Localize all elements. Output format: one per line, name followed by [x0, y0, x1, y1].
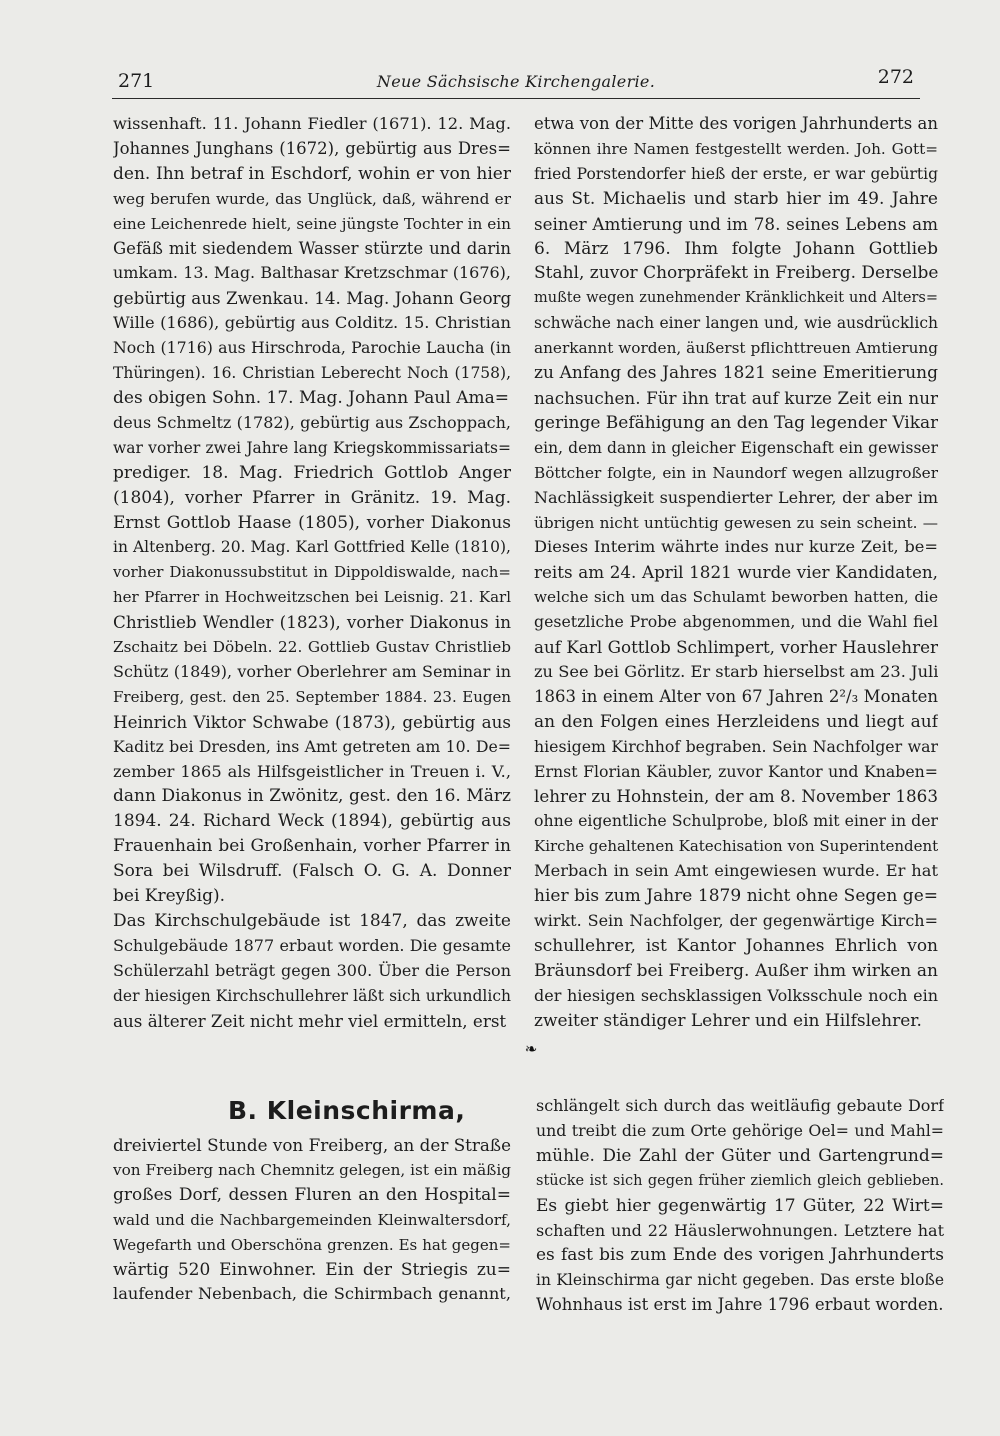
text-line: an den Folgen eines Herzleidens und liegt auf	[534, 711, 938, 732]
text-line: Schütz (1849), vorher Oberlehrer am Seminar in	[113, 661, 511, 681]
text-line: nachsuchen. Für ihn trat auf kurze Zeit ein nur	[534, 387, 938, 408]
text-line: Heinrich Viktor Schwabe (1873), gebürtig aus	[113, 711, 511, 732]
text-line: ein, dem dann in gleicher Eigenschaft ein gewisser	[534, 438, 938, 457]
text-line: deus Schmeltz (1782), gebürtig aus Zschoppach,	[113, 412, 511, 432]
text-line: wald und die Nachbargemeinden Kleinwaltersdorf,	[113, 1210, 511, 1229]
text-line: Kirche gehaltenen Katechisation von Superintendent	[534, 837, 938, 856]
text-line: Schülerzahl beträgt gegen 300. Über die Person	[113, 960, 511, 980]
text-line: lehrer zu Hohnstein, der am 8. November 1863	[534, 786, 938, 807]
text-line: prediger. 18. Mag. Friedrich Gottlob Anger	[113, 462, 511, 483]
text-line: Noch (1716) aus Hirschroda, Parochie Laucha (in	[113, 338, 511, 358]
text-line: gebürtig aus Zwenkau. 14. Mag. Johann Georg	[113, 288, 511, 309]
text-line: Johannes Junghans (1672), gebürtig aus Dres=	[113, 138, 511, 158]
text-line: schwäche nach einer langen und, wie ausdrücklich	[534, 314, 938, 333]
text-line: reits am 24. April 1821 wurde vier Kandidaten,	[534, 562, 938, 583]
text-line: gesetzliche Probe abgenommen, und die Wahl fiel	[534, 612, 938, 632]
text-line: der hiesigen Kirchschullehrer läßt sich urkundlich	[113, 986, 511, 1005]
text-line: es fast bis zum Ende des vorigen Jahrhunderts	[536, 1245, 944, 1266]
text-line: aus älterer Zeit nicht mehr viel ermitteln, erst	[113, 1010, 507, 1031]
text-line: ohne eigentliche Schulprobe, bloß mit einer in der	[534, 811, 938, 831]
text-column-upper-left	[113, 112, 511, 1034]
text-line: schaften und 22 Häuslerwohnungen. Letztere hat	[536, 1220, 944, 1240]
text-line: seiner Amtierung und im 78. seines Lebens am	[534, 213, 938, 234]
text-line: (1804), vorher Pfarrer in Gränitz. 19. Mag.	[113, 487, 511, 508]
section-ornament: ❧	[524, 1040, 538, 1058]
text-line: her Pfarrer in Hochweitzschen bei Leisnig. 21. Karl	[113, 588, 511, 607]
text-line: bei Kreyßig).	[113, 886, 225, 907]
text-line: Es giebt hier gegenwärtig 17 Güter, 22 Wirt=	[536, 1195, 944, 1216]
text-line: und treibt die zum Orte gehörige Oel= und Mahl=	[536, 1120, 944, 1140]
text-line: großes Dorf, dessen Fluren an den Hospital=	[113, 1184, 511, 1205]
text-line: auf Karl Gottlob Schlimpert, vorher Hauslehrer	[534, 637, 938, 658]
text-line: Freiberg, gest. den 25. September 1884. 23. Eugen	[113, 687, 511, 706]
text-line: Thüringen). 16. Christian Leberecht Noch (1758),	[113, 364, 511, 383]
text-line: Wille (1686), gebürtig aus Colditz. 15. Christian	[113, 313, 511, 333]
header-rule	[112, 98, 920, 99]
text-line: den. Ihn betraf in Eschdorf, wohin er von hier	[113, 163, 511, 184]
text-line: zember 1865 als Hilfsgeistlicher in Treuen i. V.,	[113, 761, 511, 781]
text-line: von Freiberg nach Chemnitz gelegen, ist ein mäßig	[113, 1160, 511, 1179]
text-line: weg berufen wurde, das Unglück, daß, während er	[113, 189, 511, 208]
text-line: 1894. 24. Richard Weck (1894), gebürtig aus	[113, 811, 511, 832]
page-number-right: 272	[877, 66, 914, 88]
text-line: Schulgebäude 1877 erbaut worden. Die gesamte	[113, 935, 511, 955]
text-line: vorher Diakonussubstitut in Dippoldiswalde, nach=	[113, 563, 511, 582]
text-line: in Altenberg. 20. Mag. Karl Gottfried Kelle (1810),	[113, 538, 511, 557]
text-line: Sora bei Wilsdruff. (Falsch O. G. A. Donner	[113, 861, 511, 882]
text-line: Christlieb Wendler (1823), vorher Diakonus in	[113, 612, 511, 633]
text-line: Kaditz bei Dresden, ins Amt getreten am 10. De=	[113, 736, 511, 756]
text-line: Frauenhain bei Großenhain, vorher Pfarrer in	[113, 836, 511, 857]
text-line: Das Kirchschulgebäude ist 1847, das zweite	[113, 911, 511, 931]
text-line: hiesigem Kirchhof begraben. Sein Nachfolger war	[534, 736, 938, 756]
text-line: mußte wegen zunehmender Kränklichkeit und Alters=	[534, 290, 938, 307]
text-line: Dieses Interim währte indes nur kurze Zeit, be=	[534, 537, 938, 557]
text-line: Merbach in sein Amt eingewiesen wurde. Er hat	[534, 861, 938, 881]
text-line: aus St. Michaelis und starb hier im 49. Jahre	[534, 188, 938, 209]
text-line: hier bis zum Jahre 1879 nicht ohne Segen ge=	[534, 886, 938, 907]
page-header	[118, 66, 914, 96]
text-line: zweiter ständiger Lehrer und ein Hilfslehrer.	[534, 1010, 922, 1031]
text-line: welche sich um das Schulamt beworben hatten, die	[534, 588, 938, 607]
text-column-lower-right	[536, 1094, 944, 1318]
running-title: Neue Sächsische Kirchengalerie.	[376, 72, 656, 91]
text-line: 1863 in einem Alter von 67 Jahren 2²/₃ Monaten	[534, 686, 938, 706]
text-line: wissenhaft. 11. Johann Fiedler (1671). 12. Mag.	[113, 114, 511, 133]
text-line: dann Diakonus in Zwönitz, gest. den 16. März	[113, 786, 511, 807]
text-line: wirkt. Sein Nachfolger, der gegenwärtige Kirch=	[534, 911, 938, 930]
text-line: Böttcher folgte, ein in Naundorf wegen allzugroßer	[534, 463, 938, 482]
text-line: Stahl, zuvor Chorpräfekt in Freiberg. Derselbe	[534, 263, 938, 284]
text-line: der hiesigen sechsklassigen Volksschule noch ein	[534, 985, 938, 1005]
text-line: war vorher zwei Jahre lang Kriegskommissariats=	[113, 438, 511, 457]
text-line: anerkannt worden, äußerst pflichttreuen Amtierung	[534, 339, 938, 358]
text-line: dreiviertel Stunde von Freiberg, an der Straße	[113, 1135, 511, 1155]
text-line: schlängelt sich durch das weitläufig gebaute Dorf	[536, 1096, 944, 1115]
text-line: schullehrer, ist Kantor Johannes Ehrlich von	[534, 935, 938, 956]
text-line: etwa von der Mitte des vorigen Jahrhunderts an	[534, 114, 938, 133]
text-line: Wegefarth und Oberschöna grenzen. Es hat gegen=	[113, 1235, 511, 1254]
section-heading: B. Kleinschirma,	[228, 1096, 466, 1125]
text-line: mühle. Die Zahl der Güter und Gartengrund=	[536, 1145, 944, 1166]
text-line: laufender Nebenbach, die Schirmbach genannt,	[113, 1284, 511, 1304]
text-line: zu See bei Görlitz. Er starb hierselbst am 23. Juli	[534, 661, 938, 681]
text-line: fried Porstendorfer hieß der erste, er war gebürtig	[534, 164, 938, 183]
text-line: Wohnhaus ist erst im Jahre 1796 erbaut worden.	[536, 1295, 944, 1315]
text-line: eine Leichenrede hielt, seine jüngste Tochter in ein	[113, 214, 511, 233]
text-line: geringe Befähigung an den Tag legender Vikar	[534, 412, 938, 433]
text-line: in Kleinschirma gar nicht gegeben. Das erste bloße	[536, 1271, 944, 1290]
text-line: zu Anfang des Jahres 1821 seine Emeritierung	[534, 363, 938, 384]
text-column-lower-left	[113, 1133, 511, 1307]
page-number-left: 271	[118, 70, 155, 92]
text-line: Ernst Florian Käubler, zuvor Kantor und Knaben=	[534, 761, 938, 781]
text-line: 6. März 1796. Ihm folgte Johann Gottlieb	[534, 238, 938, 259]
text-line: stücke ist sich gegen früher ziemlich gleich geblieben.	[536, 1172, 944, 1189]
text-line: Bräunsdorf bei Freiberg. Außer ihm wirken an	[534, 960, 938, 981]
text-line: des obigen Sohn. 17. Mag. Johann Paul Ama=	[113, 387, 509, 408]
text-line: Gefäß mit siedendem Wasser stürzte und darin	[113, 238, 511, 258]
text-line: umkam. 13. Mag. Balthasar Kretzschmar (1676),	[113, 263, 511, 283]
text-line: übrigen nicht untüchtig gewesen zu sein scheint. —	[534, 513, 938, 532]
text-column-upper-right	[534, 112, 938, 1034]
text-line: Ernst Gottlob Haase (1805), vorher Diakonus	[113, 512, 511, 533]
text-line: können ihre Namen festgestellt werden. Joh. Gott=	[534, 139, 938, 158]
text-line: Zschaitz bei Döbeln. 22. Gottlieb Gustav Christlieb	[113, 638, 511, 657]
text-line: Nachlässigkeit suspendierter Lehrer, der aber im	[534, 487, 938, 507]
text-line: wärtig 520 Einwohner. Ein der Striegis zu=	[113, 1259, 511, 1280]
